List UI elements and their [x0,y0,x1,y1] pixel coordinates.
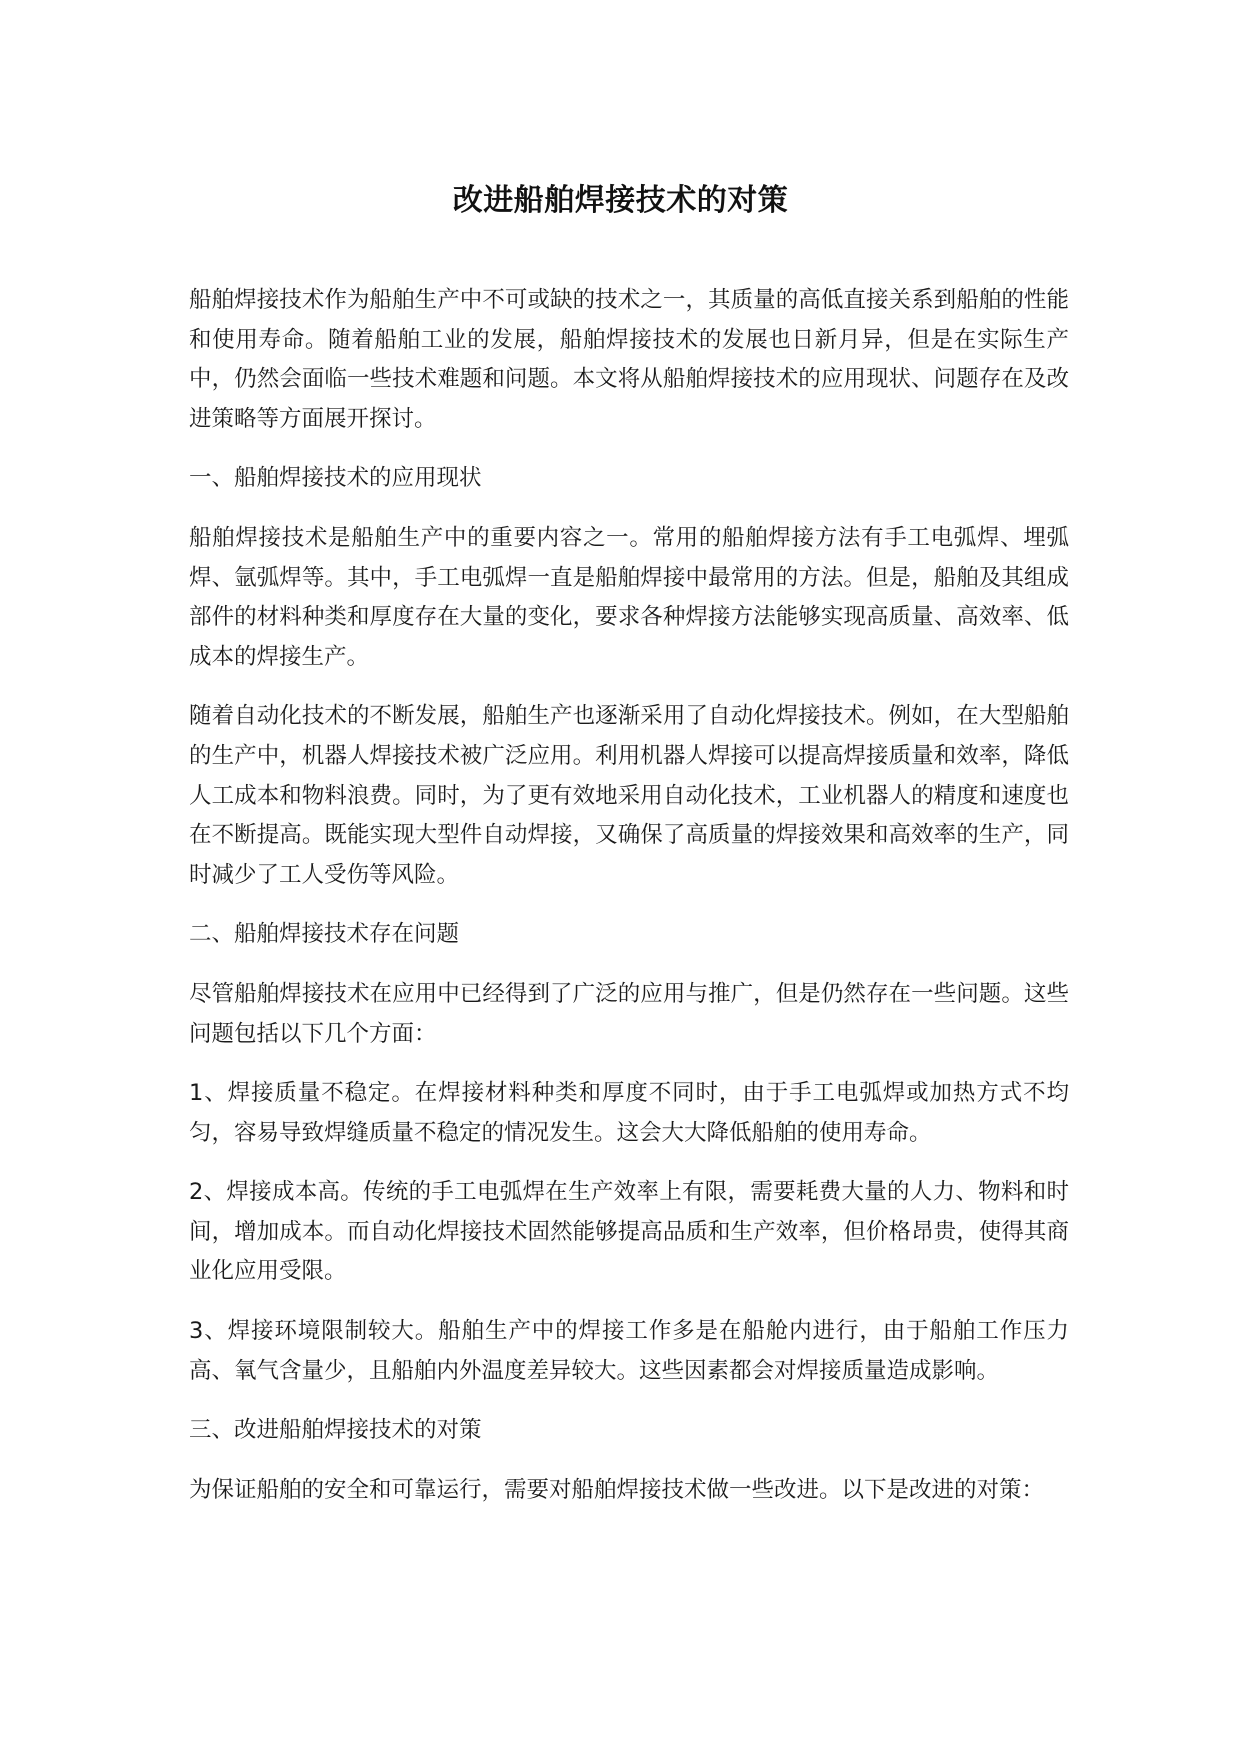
document-title: 改进船舶焊接技术的对策 [452,183,789,218]
document-body [189,281,1069,1530]
section-heading-3: 三、改进船舶焊接技术的对策 [189,1417,482,1444]
section-heading-2: 二、船舶焊接技术存在问题 [189,921,460,948]
list-paragraph-3: 3、焊接环境限制较大。船舶生产中的焊接工作多是在船舱内进行，由于船舶工作压力高、氧气含量少，且船舶内外温度差异较大。这些因素都会对焊接质量造成影响。 [189,1318,1069,1384]
body-paragraph: 船舶焊接技术是船舶生产中的重要内容之一。常用的船舶焊接方法有手工电弧焊、埋弧焊、氩弧焊等。其中，手工电弧焊一直是船舶焊接中最常用的方法。但是，船舶及其组成部件的材料种类和厚度存在大量的变化，要求各种焊接方法能够实现高质量、高效率、低成本的焊接生产。 [189,524,1069,670]
list-paragraph-2: 2、焊接成本高。传统的手工电弧焊在生产效率上有限，需要耗费大量的人力、物料和时间，增加成本。而自动化焊接技术固然能够提高品质和生产效率，但价格昂贵，使得其商业化应用受限。 [189,1179,1069,1285]
body-paragraph: 随着自动化技术的不断发展，船舶生产也逐渐采用了自动化焊接技术。例如，在大型船舶的生产中，机器人焊接技术被广泛应用。利用机器人焊接可以提高焊接质量和效率，降低人工成本和物料浪费。同时，为了更有效地采用自动化技术，工业机器人的精度和速度也在不断提高。既能实现大型件自动焊接，又确保了高质量的焊接效果和高效率的生产，同时减少了工人受伤等风险。 [189,703,1069,888]
intro-paragraph: 船舶焊接技术作为船舶生产中不可或缺的技术之一，其质量的高低直接关系到船舶的性能和使用寿命。随着船舶工业的发展，船舶焊接技术的发展也日新月异，但是在实际生产中，仍然会面临一些技术难题和问题。本文将从船舶焊接技术的应用现状、问题存在及改进策略等方面展开探讨。 [189,287,1069,432]
list-paragraph-1: 1、焊接质量不稳定。在焊接材料种类和厚度不同时，由于手工电弧焊或加热方式不均匀，容易导致焊缝质量不稳定的情况发生。这会大大降低船舶的使用寿命。 [189,1080,1069,1146]
body-paragraph: 为保证船舶的安全和可靠运行，需要对船舶焊接技术做一些改进。以下是改进的对策： [189,1476,1045,1503]
section-heading-1: 一、船舶焊接技术的应用现状 [189,465,482,492]
body-paragraph: 尽管船舶焊接技术在应用中已经得到了广泛的应用与推广，但是仍然存在一些问题。这些问题包括以下几个方面： [189,980,1069,1047]
